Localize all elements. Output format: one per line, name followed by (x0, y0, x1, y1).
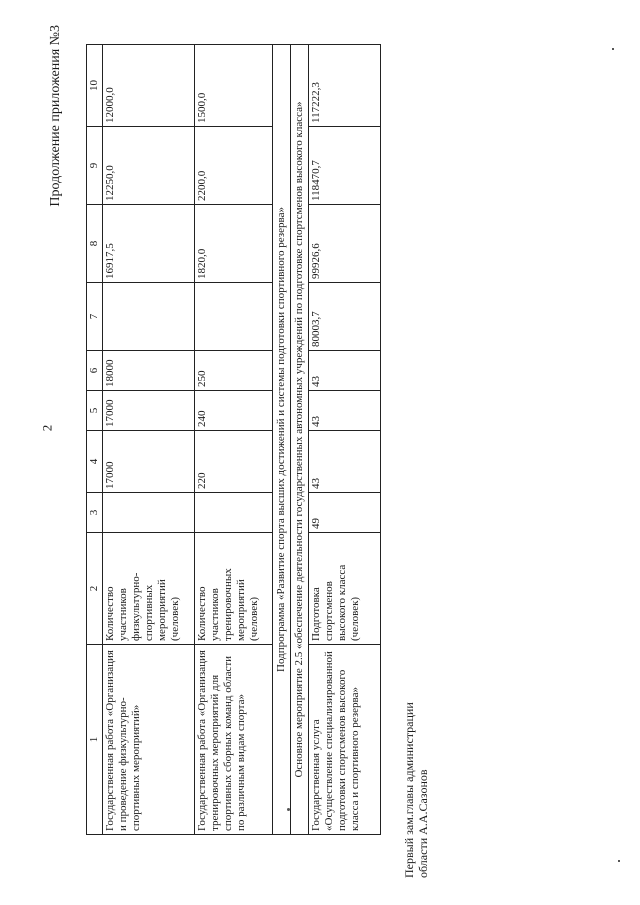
cell-value: 18000 (103, 351, 195, 391)
col-number: 10 (87, 45, 103, 127)
table-row (195, 45, 273, 835)
col-number: 6 (87, 351, 103, 391)
appendix-table (86, 44, 381, 835)
cell-indicator: Подготовка спортсменов высокого класса (человек) (309, 533, 381, 645)
cell-value: 1500,0 (195, 45, 273, 127)
rotated-table (86, 45, 381, 835)
cell-value: 2200,0 (195, 127, 273, 205)
cell-value: 17000 (103, 391, 195, 431)
cell-value: 250 (195, 351, 273, 391)
scan-speck (618, 860, 620, 862)
cell-value: 43 (309, 431, 381, 493)
scan-speck (287, 808, 290, 811)
cell-value: 43 (309, 351, 381, 391)
cell-value (195, 283, 273, 351)
scan-speck (612, 48, 614, 50)
cell-value: 118470,7 (309, 127, 381, 205)
col-number: 1 (87, 645, 103, 835)
subprogram-row (273, 45, 291, 835)
page-number: 2 (39, 424, 55, 432)
cell-value (103, 493, 195, 533)
appendix-heading: Продолжение приложения №3 (48, 25, 63, 207)
col-number: 5 (87, 391, 103, 431)
cell-value (195, 493, 273, 533)
col-number: 3 (87, 493, 103, 533)
cell-value (103, 283, 195, 351)
cell-value: 17000 (103, 431, 195, 493)
cell-value: 117222,3 (309, 45, 381, 127)
col-number: 7 (87, 283, 103, 351)
col-number: 4 (87, 431, 103, 493)
subprogram-title: Подпрограмма «Развитие спорта высших достижений и системы подготовки спортивного резерва» (273, 45, 291, 835)
signature-line-2: области А.А.Сазонов (416, 769, 430, 878)
cell-value: 80003,7 (309, 283, 381, 351)
cell-value: 12000,0 (103, 45, 195, 127)
column-number-row (87, 45, 103, 835)
table-row (103, 45, 195, 835)
cell-name: Государственная работа «Организация и проведение физкультурно-спортивных мероприятий» (103, 645, 195, 835)
cell-value: 12250,0 (103, 127, 195, 205)
cell-value: 1820,0 (195, 205, 273, 283)
table-row (309, 45, 381, 835)
signature-line-1: Первый зам.главы администрации (402, 702, 416, 878)
cell-value: 43 (309, 391, 381, 431)
cell-value: 99926,6 (309, 205, 381, 283)
main-activity-title: Основное мероприятие 2.5 «обеспечение деятельности государственных автономных учреждений по подготовке спортсменов высокого класса» (291, 45, 309, 835)
cell-indicator: Количество участников физкультурно-спортивных мероприятий (человек) (103, 533, 195, 645)
signature-block (402, 618, 430, 878)
col-number: 9 (87, 127, 103, 205)
col-number: 8 (87, 205, 103, 283)
cell-value: 220 (195, 431, 273, 493)
cell-name: Государственная работа «Организация тренировочных мероприятий для спортивных сборных команд области по различным видам спорта» (195, 645, 273, 835)
cell-name: Государственная услуга «Осуществление специализированной подготовки спортсменов высокого класса и спортивного резерва» (309, 645, 381, 835)
main-activity-row (291, 45, 309, 835)
cell-value: 49 (309, 493, 381, 533)
cell-indicator: Количество участников тренировочных мероприятий (человек) (195, 533, 273, 645)
cell-value: 16917,5 (103, 205, 195, 283)
col-number: 2 (87, 533, 103, 645)
cell-value: 240 (195, 391, 273, 431)
